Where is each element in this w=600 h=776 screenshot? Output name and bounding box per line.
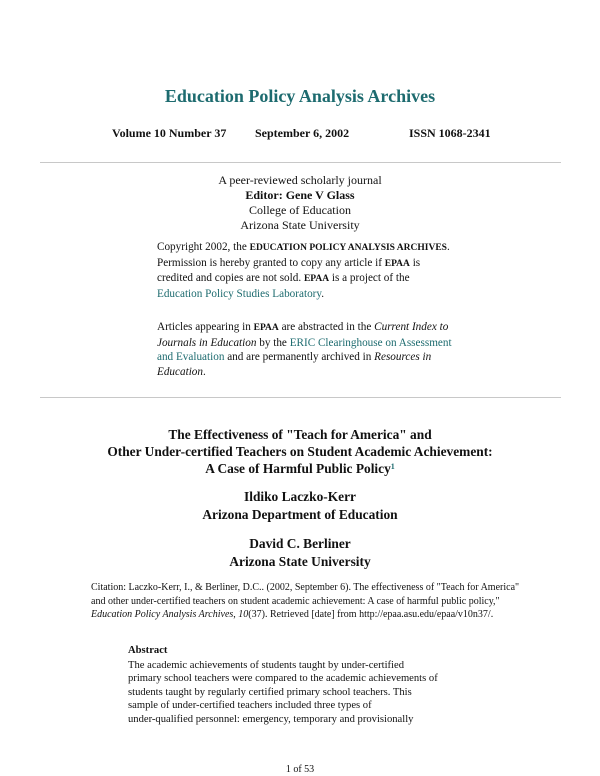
article-title <box>0 426 600 477</box>
abstract-body <box>128 659 488 726</box>
abstracting-text-4: and are permanently archived in <box>224 351 375 364</box>
abstract-line: primary school teachers were compared to the academic achievements of <box>128 673 438 685</box>
rie-title: Resources in Education <box>157 351 432 378</box>
author-2-affiliation: Arizona State University <box>229 554 371 569</box>
citation-text-2: , <box>233 609 239 621</box>
masthead <box>0 173 600 233</box>
permission-text-2: is credited and copies are not sold. <box>157 256 421 285</box>
issn: ISSN 1068-2341 <box>409 126 491 140</box>
copyright-notice <box>157 240 457 301</box>
abstracting-text-2: are abstracted in the <box>278 321 375 333</box>
title-line-1: The Effectiveness of "Teach for America" and <box>168 427 432 442</box>
abstracting-notice <box>157 320 457 379</box>
issue-date: September 6, 2002 <box>255 126 350 140</box>
abstracting-text-3: by the <box>256 336 290 349</box>
middle-divider <box>40 397 561 398</box>
abstract-line: The academic achievements of students taught by under-certified <box>128 660 404 671</box>
abstract-heading: Abstract <box>128 645 168 656</box>
eric-link[interactable]: ERIC Clearinghouse on Assessment and Evaluation <box>157 336 452 364</box>
epaa-abbrev: EPAA <box>384 258 410 269</box>
footnote-link[interactable]: 1 <box>390 462 395 471</box>
citation-volume: 10 <box>238 609 249 621</box>
author-1-affiliation: Arizona Department of Education <box>202 507 398 522</box>
title-line-2: Other Under-certified Teachers on Student Academic Achievement: <box>107 444 493 459</box>
author-1 <box>0 488 600 524</box>
epsl-link[interactable]: Education Policy Studies Laboratory <box>157 287 322 300</box>
copyright-prefix: Copyright 2002, the <box>157 241 250 253</box>
permission-text-1: Permission is hereby granted to copy any article if <box>157 256 385 269</box>
cije-title: Current Index to Journals in Education <box>157 321 449 349</box>
masthead-editor: Editor: Gene V Glass <box>245 188 355 202</box>
abstract-line: sample of under-certified teachers included three types of <box>128 700 372 712</box>
journal-title: Education Policy Analysis Archives <box>164 86 436 106</box>
abstracting-text-1: Articles appearing in <box>157 321 254 333</box>
author-2 <box>0 535 600 571</box>
abstracting-text-5: . <box>203 365 206 378</box>
copyright-period: . <box>446 241 450 253</box>
copyright-org: EDUCATION POLICY ANALYSIS ARCHIVES <box>249 243 447 253</box>
citation <box>91 581 521 622</box>
abstract-line: students taught by regularly certified primary school teachers. This <box>128 686 412 698</box>
citation-journal: Education Policy Analysis Archives <box>91 609 234 621</box>
masthead-college: College of Education <box>249 203 351 217</box>
author-2-name: David C. Berliner <box>249 536 351 551</box>
permission-end: . <box>321 287 325 300</box>
epaa-abbrev: EPAA <box>253 323 279 333</box>
title-line-3: A Case of Harmful Public Policy <box>205 461 391 476</box>
permission-text-3: is a project of the <box>329 272 410 285</box>
volume-number: Volume 10 Number 37 <box>112 126 227 140</box>
citation-text-3: (37). Retrieved [date] from http://epaa.asu.edu/epaa/v10n37/. <box>248 609 494 621</box>
citation-text-1: Citation: Laczko-Kerr, I., & Berliner, D.C.. (2002, September 6). The effectiveness of "Teach for America" and other under-certified teachers on student academic achievement: A case of harmful public policy," <box>91 582 520 607</box>
abstract-line: under-qualified personnel: emergency, temporary and provisionally <box>128 713 414 725</box>
masthead-tagline: A peer-reviewed scholarly journal <box>218 173 382 187</box>
page-number: 1 of 53 <box>285 764 315 775</box>
top-divider <box>40 162 561 163</box>
masthead-university: Arizona State University <box>240 218 360 232</box>
epaa-abbrev: EPAA <box>303 274 330 285</box>
author-1-name: Ildiko Laczko-Kerr <box>244 489 356 504</box>
